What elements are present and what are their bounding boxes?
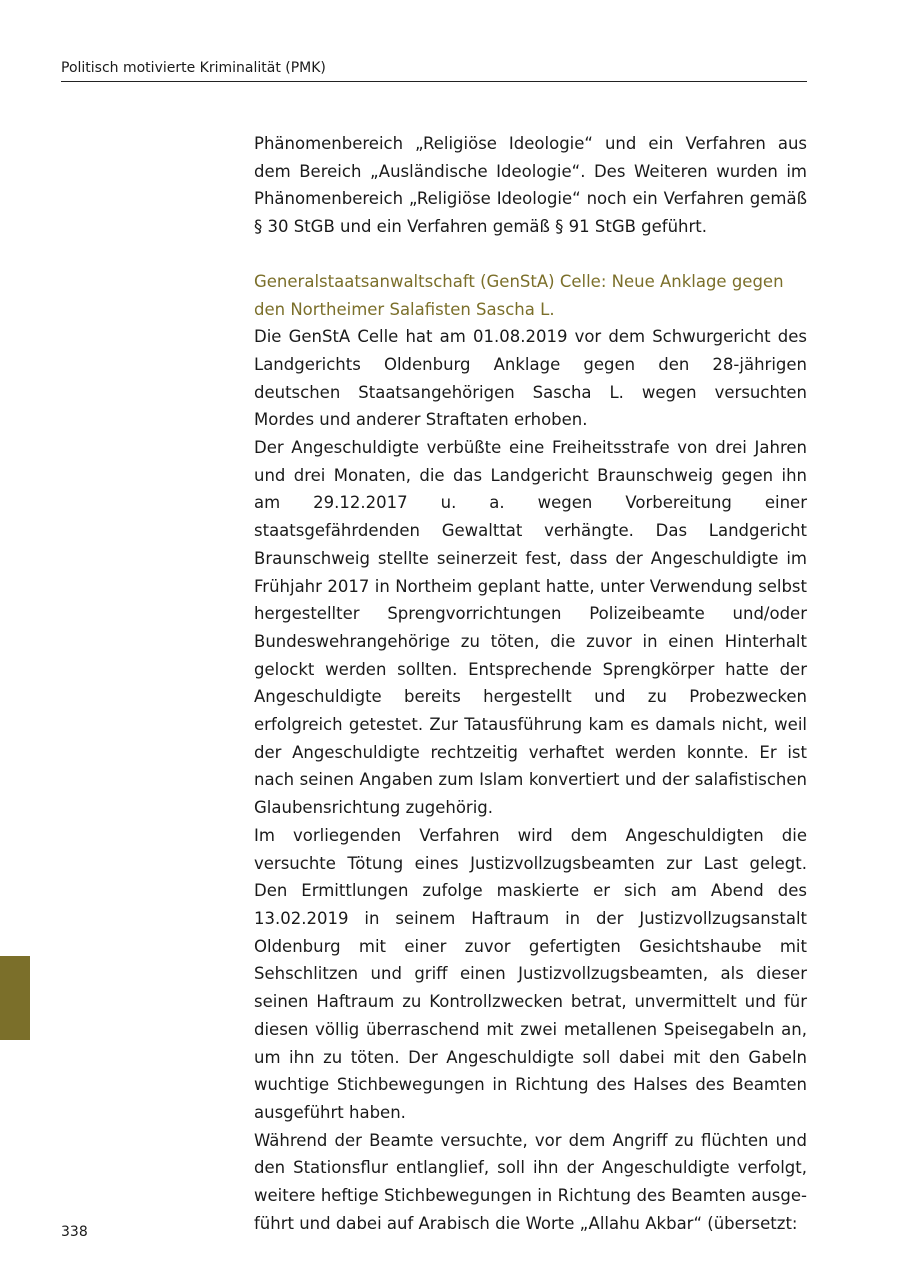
section-heading-line-2: den Northeimer Salafisten Sascha L. — [254, 299, 555, 319]
running-header: Politisch motivierte Kriminalität (PMK) — [61, 58, 807, 82]
main-content — [254, 130, 807, 1237]
body-paragraph-background: Der Angeschuldigte verbüßte eine Freiheitsstrafe von drei Jahren und drei Monaten, die das Landgericht Braunschweig gegen ihn am 29.12.2017 u. a. wegen Vorbereitung einer staatsgefährdenden Gewalttat verhängte. Das Landgericht Braunschweig stellte seinerzeit fest, dass der Angeschuldigte im Frühjahr 2017 in Northeim geplant hatte, unter Verwendung selbst hergestellter Sprengvorrichtungen Polizeibeamte und/oder Bundeswehrangehörige zu töten, die zuvor in einen Hinterhalt gelockt werden sollten. Entsprechende Sprengkörper hatte der Angeschuldigte bereits hergestellt und zu Probezwecken erfolgreich getestet. Zur Tatausführung kam es damals nicht, weil der Angeschuldigte rechtzeitig verhaftet werden konnte. Er ist nach seinen Angaben zum Islam konvertiert und der salafistischen Glaubensrichtung zugehörig. — [254, 438, 807, 818]
chapter-side-tab — [0, 956, 30, 1040]
page-number: 338 — [61, 1224, 88, 1240]
section-spacer — [254, 241, 807, 268]
body-paragraph-indictment: Die GenStA Celle hat am 01.08.2019 vor dem Schwurgericht des Landgerichts Oldenburg Anklage gegen den 28-jährigen deutschen Staatsangehörigen Sascha L. wegen versuchten Mordes und anderer Straftaten erhoben. — [254, 327, 807, 430]
body-paragraph-charges: Im vorliegenden Verfahren wird dem Angeschuldigten die versuchte Tötung eines Justizvollzugsbeamten zur Last gelegt. Den Ermittlungen zufolge maskierte er sich am Abend des 13.02.2019 in seinem Haftraum in der Justizvollzugsanstalt Oldenburg mit einer zuvor gefertigten Gesichtshaube mit Sehschlitzen und griff einen Justizvollzugsbeamten, als dieser seinen Haftraum zu Kontrollzwecken betrat, unvermittelt und für diesen völlig überraschend mit zwei metallenen Speisegabeln an, um ihn zu töten. Der Angeschuldigte soll dabei mit den Gabeln wuchtige Stichbewegungen in Richtung des Halses des Beamten ausgeführt haben. — [254, 825, 807, 1122]
body-paragraph-pursuit: Während der Beamte versuchte, vor dem Angriff zu flüchten und den Stationsflur entlanglief, soll ihn der Angeschuldigte verfolgt, weitere heftige Stichbewegungen in Richtung des Beamten ausgeführt und dabei auf Arabisch die Worte „Allahu Akbar“ (übersetzt: — [254, 1130, 807, 1233]
continuation-paragraph: Phänomenbereich „Religiöse Ideologie“ und ein Verfahren aus dem Bereich „Ausländische Ideologie“. Des Weiteren wurden im Phänomenbereich „Religiöse Ideologie“ noch ein Verfahren gemäß § 30 StGB und ein Verfahren gemäß § 91 StGB geführt. — [254, 134, 807, 237]
section-heading-line-1: Generalstaatsanwaltschaft (GenStA) Celle: Neue Anklage gegen — [254, 271, 784, 291]
section-heading — [254, 268, 807, 323]
